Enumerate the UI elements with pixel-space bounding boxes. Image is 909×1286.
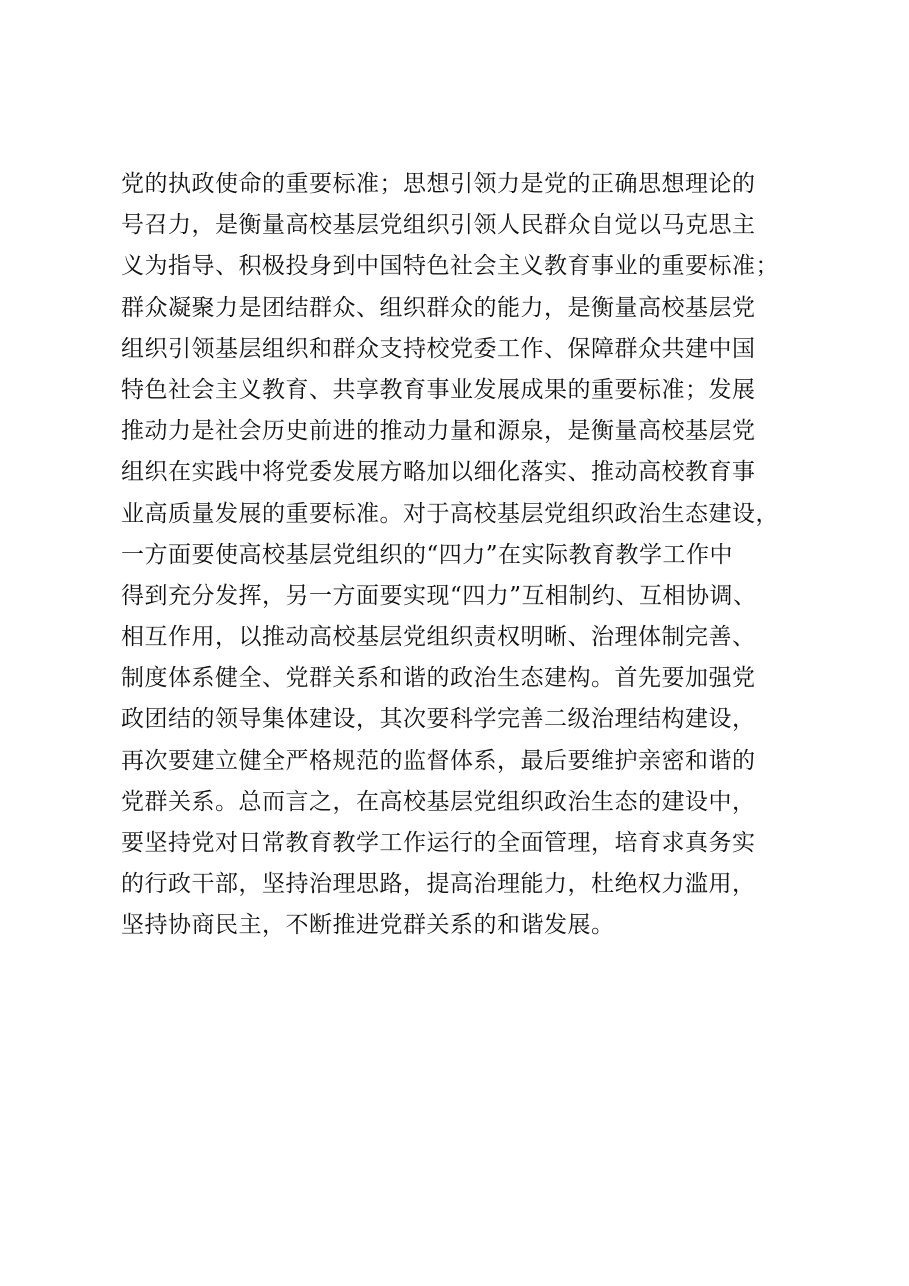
text-line: 得到充分发挥，另一方面要实现“四力”互相制约、互相协调、: [121, 582, 757, 609]
text-line: 号召力，是衡量高校基层党组织引领人民群众自觉以马克思主: [121, 212, 756, 239]
text-line: 群众凝聚力是团结群众、组织群众的能力，是衡量高校基层党: [121, 294, 756, 321]
text-line: 推动力是社会历史前进的推动力量和源泉，是衡量高校基层党: [121, 418, 756, 445]
text-line: 相互作用，以推动高校基层党组织责权明晰、治理体制完善、: [121, 624, 756, 651]
text-line: 党的执政使命的重要标准；思想引领力是党的正确思想理论的: [121, 171, 756, 197]
text-line: 坚持协商民主，不断推进党群关系的和谐发展。: [121, 912, 615, 939]
text-line: 党群关系。总而言之，在高校基层党组织政治生态的建设中，: [121, 788, 756, 815]
text-line: 特色社会主义教育、共享教育事业发展成果的重要标准；发展: [121, 376, 756, 403]
body-paragraph: [121, 164, 801, 947]
text-line: 要坚持党对日常教育教学工作运行的全面管理，培育求真务实: [121, 830, 756, 856]
text-line: 一方面要使高校基层党组织的“四力”在实际教育教学工作中: [121, 541, 734, 568]
text-line: 制度体系健全、党群关系和谐的政治生态建构。首先要加强党: [121, 665, 756, 692]
text-line: 的行政干部，坚持治理思路，提高治理能力，杜绝权力滥用，: [121, 871, 756, 898]
text-line: 义为指导、积极投身到中国特色社会主义教育事业的重要标准；: [121, 253, 779, 280]
text-line: 业高质量发展的重要标准。对于高校基层党组织政治生态建设，: [121, 500, 779, 527]
text-line: 组织引领基层组织和群众支持校党委工作、保障群众共建中国: [121, 335, 756, 362]
text-line: 再次要建立健全严格规范的监督体系，最后要维护亲密和谐的: [121, 747, 756, 774]
text-line: 政团结的领导集体建设，其次要科学完善二级治理结构建设，: [121, 706, 756, 733]
text-line: 组织在实践中将党委发展方略加以细化落实、推动高校教育事: [121, 459, 756, 486]
